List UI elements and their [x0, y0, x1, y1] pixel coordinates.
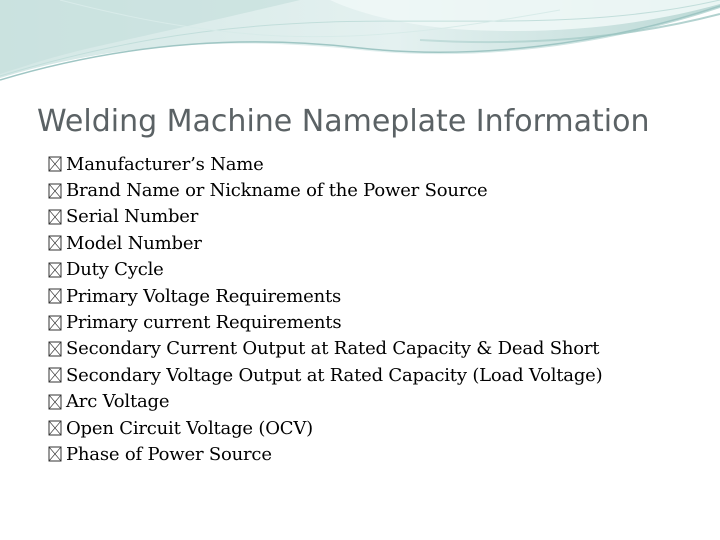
slide-title: Welding Machine Nameplate Information — [37, 104, 650, 139]
bullet-item — [45, 415, 705, 441]
bullet-item — [45, 257, 705, 283]
missing-glyph-box-icon — [45, 154, 64, 174]
bullet-label: Manufacturer’s Name — [66, 153, 264, 175]
bullet-label: Arc Voltage — [66, 391, 170, 413]
bullet-item — [45, 177, 705, 203]
missing-glyph-box-icon — [45, 260, 64, 280]
bullet-item — [45, 441, 705, 467]
bullet-label: Primary current Requirements — [66, 312, 342, 334]
bullet-label: Primary Voltage Requirements — [66, 285, 342, 307]
missing-glyph-box-icon — [45, 339, 64, 359]
header-wave-decoration — [0, 0, 720, 90]
bullet-label: Model Number — [66, 232, 202, 254]
missing-glyph-box-icon — [45, 207, 64, 227]
bullet-item — [45, 151, 705, 177]
bullet-item — [45, 309, 705, 335]
bullet-label: Secondary Current Output at Rated Capacity & Dead Short — [66, 338, 600, 360]
missing-glyph-box-icon — [45, 365, 64, 385]
bullet-label: Duty Cycle — [66, 259, 164, 281]
missing-glyph-box-icon — [45, 181, 64, 201]
bullet-list — [45, 151, 705, 468]
missing-glyph-box-icon — [45, 418, 64, 438]
bullet-label: Brand Name or Nickname of the Power Source — [66, 180, 488, 202]
bullet-item — [45, 283, 705, 309]
bullet-item — [45, 362, 705, 388]
bullet-label: Serial Number — [66, 206, 199, 228]
bullet-item — [45, 389, 705, 415]
missing-glyph-box-icon — [45, 392, 64, 412]
missing-glyph-box-icon — [45, 286, 64, 306]
bullet-item — [45, 204, 705, 230]
missing-glyph-box-icon — [45, 233, 64, 253]
missing-glyph-box-icon — [45, 444, 64, 464]
bullet-item — [45, 336, 705, 362]
missing-glyph-box-icon — [45, 313, 64, 333]
bullet-label: Open Circuit Voltage (OCV) — [66, 417, 313, 439]
bullet-item — [45, 230, 705, 256]
bullet-label: Phase of Power Source — [66, 443, 272, 465]
bullet-label: Secondary Voltage Output at Rated Capacity (Load Voltage) — [66, 364, 603, 386]
